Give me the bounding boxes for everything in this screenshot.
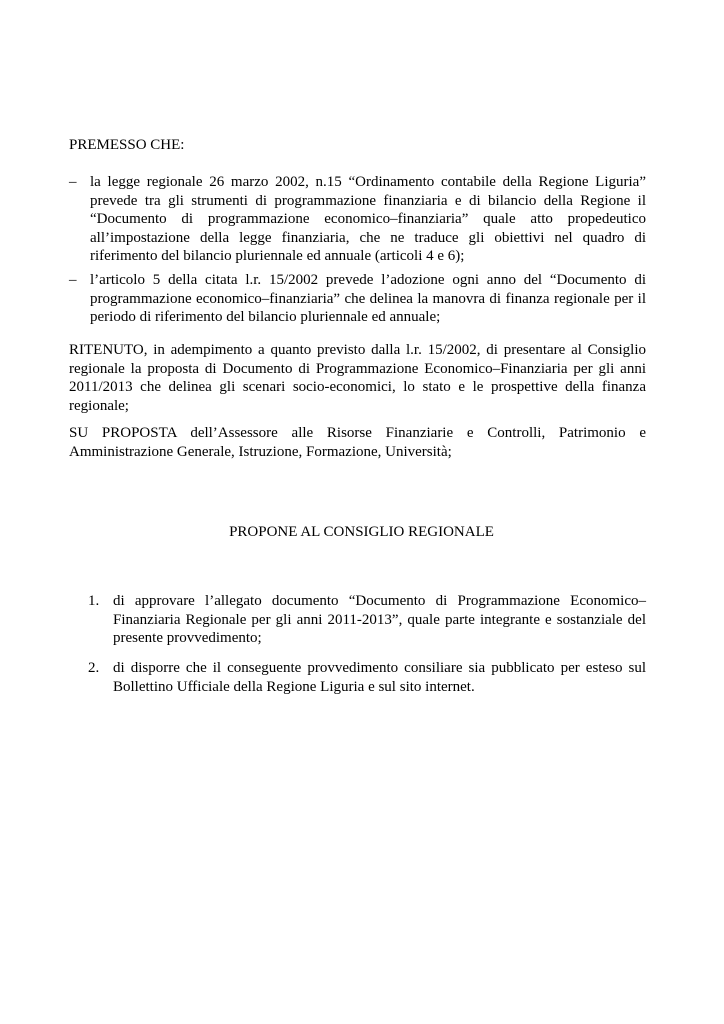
su-proposta-paragraph: SU PROPOSTA dell’Assessore alle Risorse Finanziarie e Controlli, Patrimonio e Amministrazione Generale, Istruzione, Formazione, Università; — [69, 425, 646, 460]
list-item — [88, 592, 646, 648]
list-item — [69, 173, 646, 266]
list-item — [69, 271, 646, 327]
bullet-text: la legge regionale 26 marzo 2002, n.15 “Ordinamento contabile della Regione Liguria” prevede tra gli strumenti di programmazione finanziaria e di bilancio della Regione il “Documento di programmazione economico–finanziaria” quale atto propedeutico all’impostazione della legge finanziaria, che ne traduce gli obiettivi nel quadro di riferimento del bilancio pluriennale ed annuale (articoli 4 e 6); — [90, 174, 646, 265]
bullet-list-item-1-container — [69, 173, 646, 266]
dash-bullet-icon: – — [69, 272, 77, 288]
numbered-item-1-container — [88, 592, 646, 648]
bullet-text: l’articolo 5 della citata l.r. 15/2002 prevede l’adozione ogni anno del “Documento di programmazione economico–finanziaria” che delinea la manovra di finanza regionale per il periodo di riferimento del bilancio pluriennale ed annuale; — [90, 272, 646, 326]
dash-bullet-icon: – — [69, 174, 77, 190]
item-text: di approvare l’allegato documento “Documento di Programmazione Economico–Finanziaria Regionale per gli anni 2011-2013”, quale parte integrante e sostanziale del presente provvedimento; — [113, 593, 646, 647]
bullet-list-item-2-container — [69, 271, 646, 327]
numbered-item-2-container — [88, 659, 646, 696]
list-item — [88, 659, 646, 696]
item-number: 2. — [88, 660, 100, 676]
premesso-heading: PREMESSO CHE: — [69, 137, 185, 153]
ritenuto-paragraph: RITENUTO, in adempimento a quanto previsto dalla l.r. 15/2002, di presentare al Consiglio regionale la proposta di Documento di Programmazione Economico–Finanziaria per gli anni 2011/2013 che delinea gli scenari socio-economici, lo stato e le prospettive della finanza regionale; — [69, 342, 646, 414]
item-number: 1. — [88, 593, 100, 609]
item-text: di disporre che il conseguente provvedimento consiliare sia pubblicato per esteso sul Bollettino Ufficiale della Regione Liguria e sul sito internet. — [113, 660, 646, 695]
propone-heading: PROPONE AL CONSIGLIO REGIONALE — [229, 524, 494, 540]
